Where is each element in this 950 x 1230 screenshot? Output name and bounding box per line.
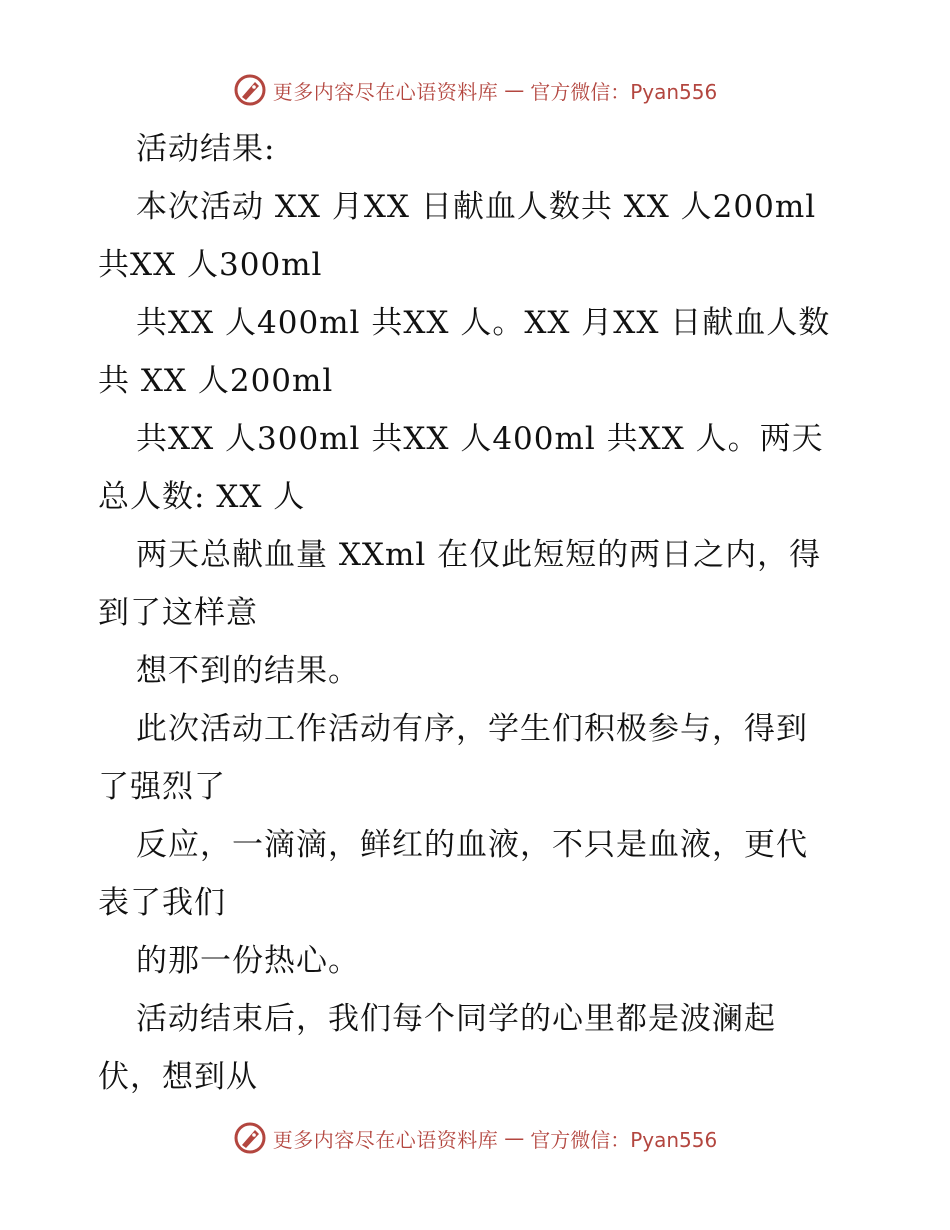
- text-line: 本次活动 XX 月XX 日献血人数共 XX 人200ml: [136, 189, 817, 225]
- text-line: 总人数: XX 人: [98, 479, 306, 515]
- text-line: 共XX 人300ml 共XX 人400ml 共XX 人。两天: [136, 421, 824, 457]
- text-line: 此次活动工作活动有序，学生们积极参与，得到: [136, 711, 808, 747]
- text-line: 共XX 人300ml: [98, 247, 323, 283]
- text-line: 伏，想到从: [98, 1059, 258, 1095]
- text-line: 反应，一滴滴，鲜红的血液，不只是血液，更代: [136, 827, 808, 863]
- text-line: 表了我们: [98, 885, 226, 921]
- watermark-wechat: 官方微信：Pyan556: [530, 79, 718, 104]
- pen-nib-logo-icon: [233, 73, 267, 107]
- text-line: 想不到的结果。: [136, 653, 360, 689]
- watermark-wechat: 官方微信：Pyan556: [530, 1127, 718, 1152]
- pen-nib-logo-icon: [233, 1121, 267, 1155]
- text-line: 活动结果:: [136, 131, 276, 167]
- header-watermark: [0, 70, 950, 110]
- watermark-separator: —: [504, 78, 525, 102]
- text-line: 活动结束后，我们每个同学的心里都是波澜起: [136, 1001, 776, 1037]
- text-line: 了强烈了: [98, 769, 226, 805]
- text-line: 到了这样意: [98, 595, 258, 631]
- document-body: [98, 120, 858, 1106]
- text-line: 共 XX 人200ml: [98, 363, 334, 399]
- text-line: 的那一份热心。: [136, 943, 360, 979]
- watermark-separator: —: [504, 1126, 525, 1150]
- watermark-text: 更多内容尽在心语资料库: [272, 1127, 499, 1152]
- text-line: 两天总献血量 XXml 在仅此短短的两日之内，得: [136, 537, 822, 573]
- text-line: 共XX 人400ml 共XX 人。XX 月XX 日献血人数: [136, 305, 831, 341]
- footer-watermark: [0, 1118, 950, 1158]
- watermark-text: 更多内容尽在心语资料库: [272, 79, 499, 104]
